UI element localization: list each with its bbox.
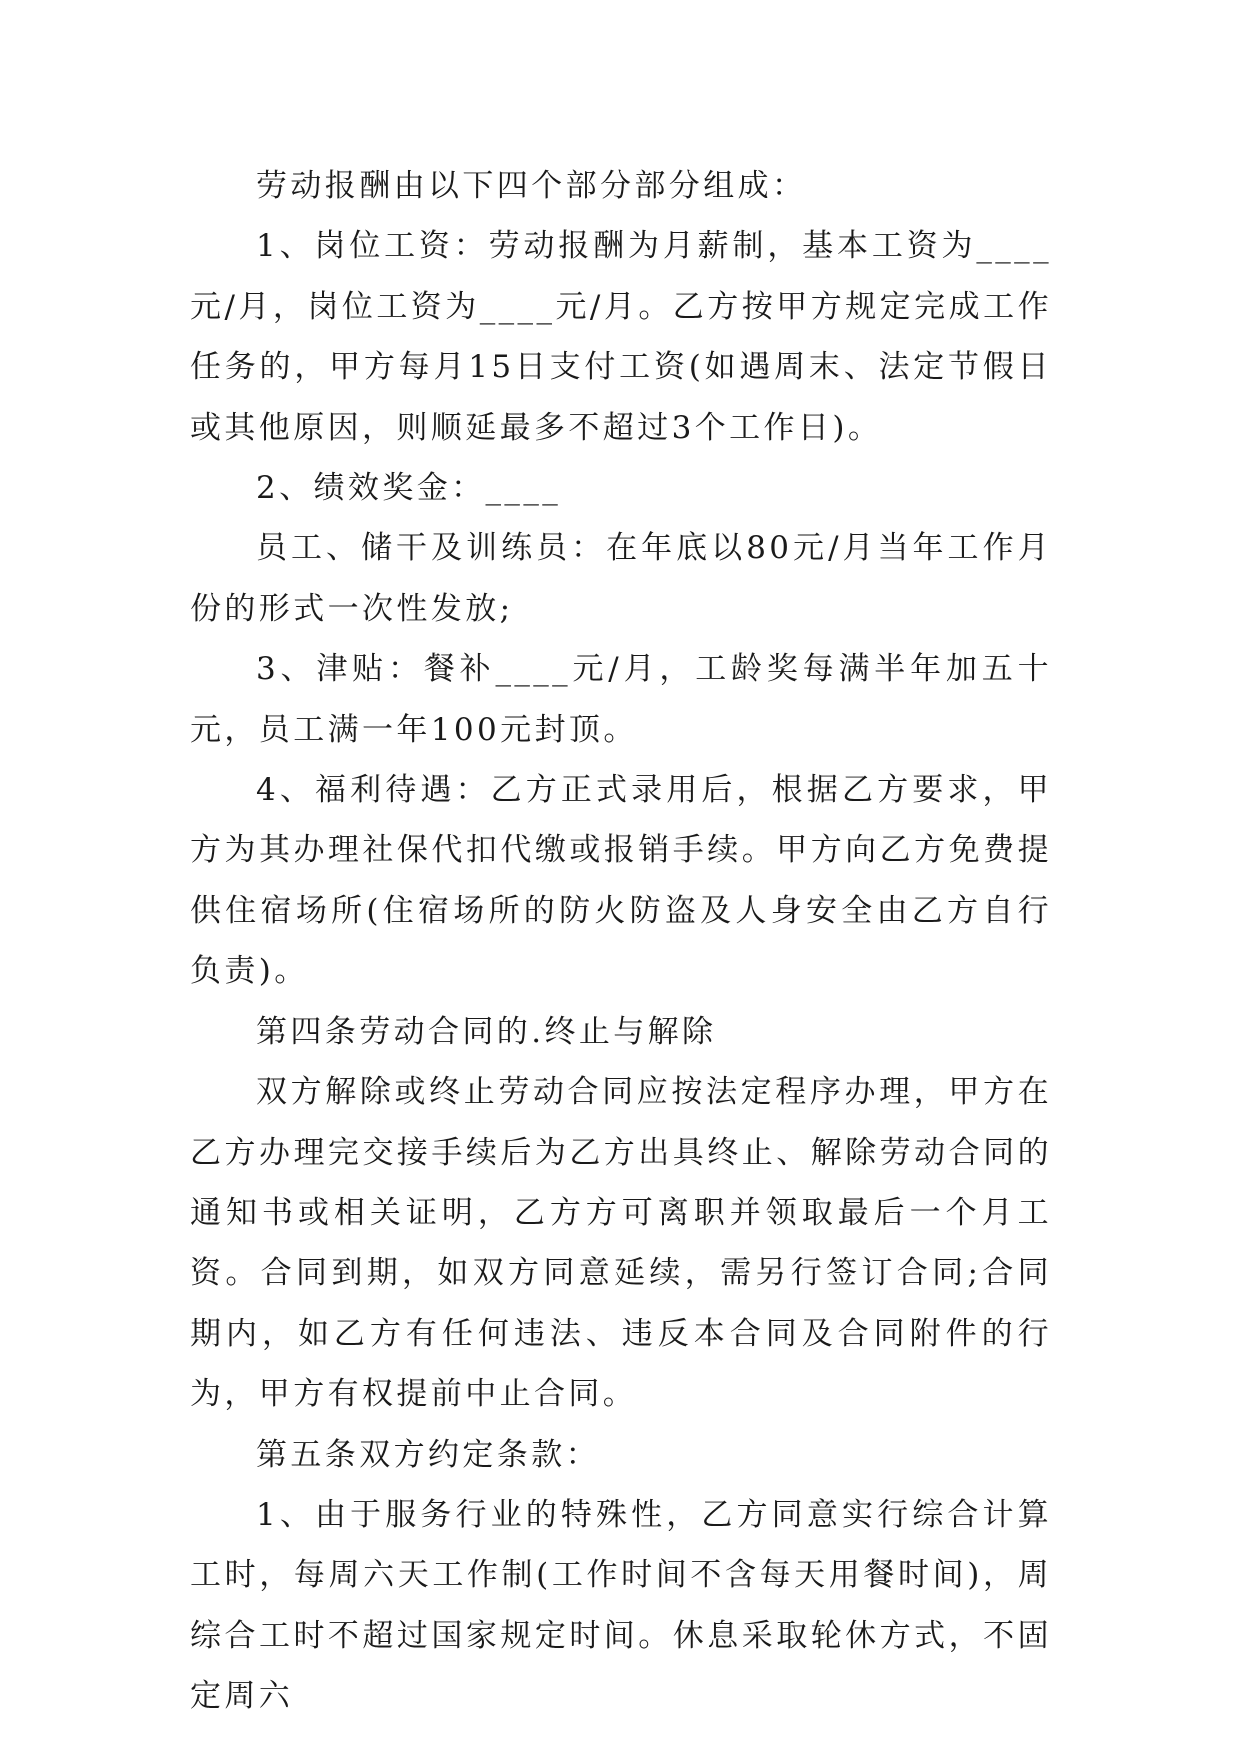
paragraph-working-hours: 1、由于服务行业的特殊性，乙方同意实行综合计算工时，每周六天工作制(工作时间不含每天用餐时间)，周综合工时不超过国家规定时间。休息采取轮休方式，不固定周六 <box>190 1496 1052 1715</box>
section-heading-article-5: 第五条双方约定条款： <box>256 1436 600 1473</box>
paragraph-bonus-payment: 员工、储干及训练员：在年底以80元/月当年工作月份的形式一次性发放; <box>190 530 1052 627</box>
paragraph-post-wage: 1、岗位工资：劳动报酬为月薪制，基本工资为____元/月，岗位工资为____元/月。乙方按甲方规定完成工作任务的，甲方每月15日支付工资(如遇周末、法定节假日或其他原因，则顺延最多不超过3个工作日)。 <box>190 228 1052 446</box>
paragraph-remuneration-intro: 劳动报酬由以下四个部分部分组成： <box>256 168 807 204</box>
paragraph-welfare: 4、福利待遇：乙方正式录用后，根据乙方要求，甲方为其办理社保代扣代缴或报销手续。甲方向乙方免费提供住宿场所(住宿场所的防火防盗及人身安全由乙方自行负责)。 <box>190 772 1052 990</box>
paragraph-termination: 双方解除或终止劳动合同应按法定程序办理，甲方在乙方办理完交接手续后为乙方出具终止、解除劳动合同的通知书或相关证明，乙方方可离职并领取最后一个月工资。合同到期，如双方同意延续，需另行签订合同;合同期内，如乙方有任何违法、违反本合同及合同附件的行为，甲方有权提前中止合同。 <box>190 1074 1052 1413</box>
document-body <box>190 156 1052 1727</box>
paragraph-allowance: 3、津贴：餐补____元/月，工龄奖每满半年加五十元，员工满一年100元封顶。 <box>190 651 1052 748</box>
section-heading-article-4: 第四条劳动合同的.终止与解除 <box>256 1013 717 1050</box>
paragraph-performance-bonus: 2、绩效奖金：____ <box>256 470 562 507</box>
